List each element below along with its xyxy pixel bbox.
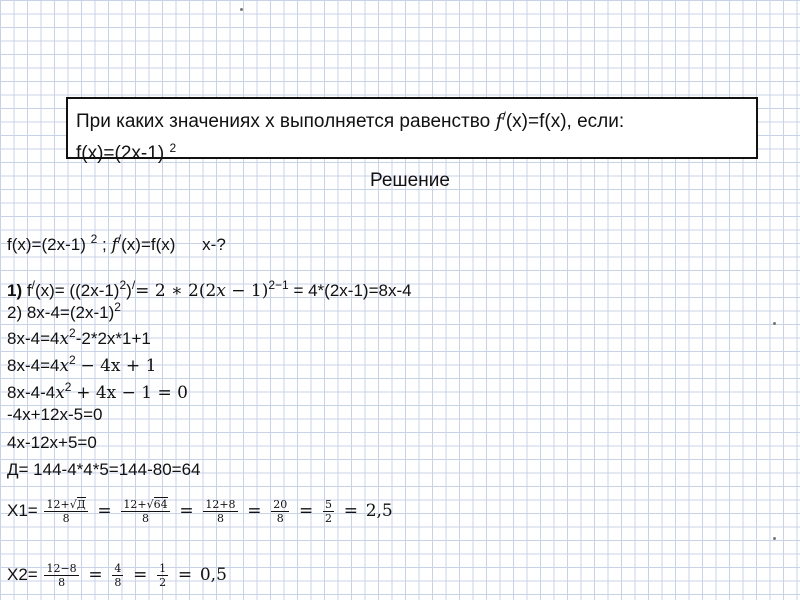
equation-line-4 xyxy=(7,349,156,377)
exponent: 2 xyxy=(69,326,76,340)
root-label: X2= xyxy=(7,564,38,584)
denominator: 8 xyxy=(216,512,224,525)
numerator: 1 xyxy=(159,562,167,575)
equation-line-7: 4x-12x+5=0 xyxy=(7,433,97,452)
numerator: 4 xyxy=(114,562,122,575)
task-text-after: (x)=f(x), если: xyxy=(505,111,625,132)
equation-part: − 4x + 1 xyxy=(80,356,157,376)
given-line xyxy=(7,228,226,256)
solution-title: Решение xyxy=(370,170,450,191)
equals-sign: = xyxy=(88,564,103,585)
task-line-2 xyxy=(76,135,748,167)
numerator: 12+8 xyxy=(205,498,236,511)
step-2 xyxy=(7,296,121,324)
fraction: $\frac{12+√Д}{8}$ xyxy=(46,498,86,525)
given-question: x-? xyxy=(202,235,226,254)
equation-part: -2*2x*1+1 xyxy=(75,329,151,348)
variable: 𝑥 xyxy=(55,383,65,403)
equals-sign: = xyxy=(343,500,358,521)
exponent: 2 xyxy=(169,141,177,155)
root-value: 0,5 xyxy=(199,564,227,585)
variable: 𝑥 xyxy=(59,329,70,349)
equals-sign: = xyxy=(179,500,194,521)
function-definition: f(x)=(2x-1) xyxy=(76,143,165,164)
equals-sign: = xyxy=(299,500,314,521)
numerator: 12−8 xyxy=(46,562,77,575)
equation-part: 8x-4=4 xyxy=(7,356,60,375)
exponent: 2 xyxy=(90,232,98,246)
denominator: 8 xyxy=(276,512,284,525)
numerator: 12+ xyxy=(46,498,70,511)
numerator: 20 xyxy=(273,498,288,511)
root-label: X1= xyxy=(7,500,38,520)
derivative-step: = 2 ∗ 2(2𝑥 − 1) xyxy=(135,281,269,301)
numerator: 5 xyxy=(324,498,332,511)
equation-line-6: -4x+12x-5=0 xyxy=(7,405,103,424)
equals-sign: = xyxy=(177,564,193,585)
prime-mark: / xyxy=(131,278,136,292)
exponent: 2−1 xyxy=(268,278,289,292)
root-x1-line xyxy=(7,498,393,525)
grid-dot xyxy=(773,537,776,540)
f-symbol: f xyxy=(26,281,32,300)
f-symbol: f xyxy=(111,235,118,255)
equals-sign: = xyxy=(97,500,112,521)
exponent: 2 xyxy=(114,300,121,314)
denominator: 2 xyxy=(159,576,167,589)
equation-line-5 xyxy=(7,376,188,404)
fraction xyxy=(44,562,78,589)
radicand: Д xyxy=(76,498,86,511)
equation-line-3 xyxy=(7,322,151,350)
grid-dot xyxy=(773,322,776,325)
task-text: При каких значениях x выполняется равенство xyxy=(76,111,491,132)
prime-mark: / xyxy=(31,278,35,292)
fraction xyxy=(203,498,237,525)
equals-sign: = xyxy=(247,500,262,521)
root-x2-line xyxy=(7,562,227,589)
fraction xyxy=(112,562,123,589)
numerator: 12+ xyxy=(123,498,147,511)
step-number: 1) xyxy=(7,281,23,300)
equation-part: 8x-4-4 xyxy=(7,383,56,402)
derivative-result: = 4*(2x-1)=8x-4 xyxy=(293,281,412,300)
derivative-expression: (x)= ((2x-1) xyxy=(34,281,120,300)
equation-part: + 4x − 1 = 0 xyxy=(76,383,188,403)
prime-mark: / xyxy=(502,109,506,123)
radicand: 64 xyxy=(153,498,168,511)
given-function: f(x)=(2x-1) xyxy=(7,235,86,254)
denominator: 8 xyxy=(114,576,122,589)
exponent: 2 xyxy=(64,380,72,394)
fraction: $\frac{12+√64}{8}$ xyxy=(123,498,168,525)
fraction xyxy=(157,562,168,589)
discriminant-line: Д= 144-4*4*5=144-80=64 xyxy=(7,460,201,479)
task-statement-box xyxy=(66,97,758,164)
denominator: 8 xyxy=(62,512,70,525)
task-line-1 xyxy=(76,103,748,135)
denominator: 2 xyxy=(324,512,332,525)
variable: 𝑥 xyxy=(59,356,70,376)
equation-part: 8x-4=4 xyxy=(7,329,60,348)
paren: ) xyxy=(126,281,132,300)
root-value: 2,5 xyxy=(365,500,393,521)
exponent: 2 xyxy=(119,278,127,292)
separator: ; xyxy=(102,235,107,254)
fraction xyxy=(323,498,334,525)
given-equation: (x)=f(x) xyxy=(121,235,176,254)
fraction xyxy=(271,498,289,525)
equals-sign: = xyxy=(133,564,148,585)
f-symbol: f xyxy=(495,110,503,132)
grid-dot xyxy=(240,8,243,11)
denominator: 8 xyxy=(58,576,66,589)
exponent: 2 xyxy=(69,353,76,367)
denominator: 8 xyxy=(141,512,149,525)
prime-mark: / xyxy=(117,232,122,246)
equation: 2) 8x-4=(2x-1) xyxy=(7,303,115,322)
